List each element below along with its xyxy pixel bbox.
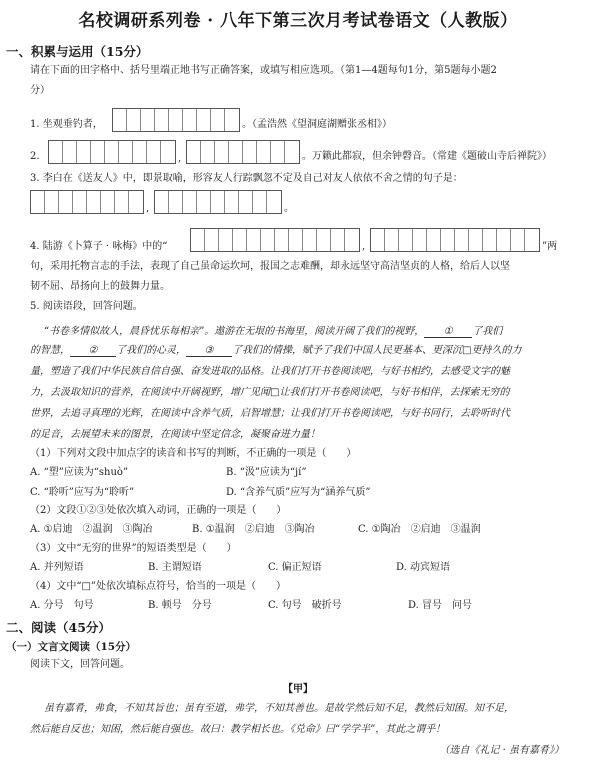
passage-line-2: 的智慧， ② 了我们的心灵， ③ 了我们的情操，赋予了我们中国人民更基本、更深沉□更持久的力 <box>30 345 522 356</box>
answer-grid-q1[interactable] <box>112 108 240 132</box>
option-2a[interactable]: A. ①启迪 ②温润 ③陶冶 <box>30 524 153 535</box>
sub-question-1: （1）下列对文段中加点字的读音和书写的判断，不正确的一项是（ ） <box>30 448 357 459</box>
question-3-end: 。 <box>284 203 294 214</box>
answer-grid-q2-a[interactable] <box>48 140 176 164</box>
option-4b[interactable]: B. 顿号 分号 <box>148 600 212 611</box>
section-1-heading: 一、积累与运用（15分） <box>6 44 149 59</box>
passage-line-5: 世界，去追寻真理的光辉，在阅读中含养气质，启智增慧；让我们打开书卷阅读吧，与好书同行，去聆听时代 <box>30 408 510 419</box>
option-1c[interactable]: C. “聆听”应写为“聆听” <box>30 487 135 498</box>
classical-text-source: （选自《礼记 · 虽有嘉肴》） <box>439 745 564 756</box>
option-2b[interactable]: B. ①温润 ②启迪 ③陶冶 <box>192 524 315 535</box>
answer-grid-q3-b[interactable] <box>154 190 282 214</box>
option-3b[interactable]: B. 主谓短语 <box>148 562 202 573</box>
option-1a[interactable]: A. “塑”应读为“shuò” <box>30 467 129 478</box>
question-1-prefix: 1. 坐观垂钓者， <box>30 119 103 130</box>
option-3c[interactable]: C. 偏正短语 <box>268 562 322 573</box>
reading-instructions: 阅读下文，回答问题。 <box>30 659 130 670</box>
option-1b[interactable]: B. “汲”应读为“jí” <box>226 467 307 478</box>
sub-question-3: （3）文中“无穷的世界”的短语类型是（ ） <box>30 543 237 554</box>
answer-grid-q3-a[interactable] <box>30 190 144 214</box>
passage-jia-label: 【甲】 <box>283 684 313 695</box>
question-4-line-2: 句，采用托物言志的手法，表现了自己虽命运坎坷，报国之志难酬，却永远坚守高洁坚贞的人格，给后人以坚 <box>30 261 510 272</box>
question-4-prefix: 4. 陆游《卜算子 · 咏梅》中的“ <box>30 241 168 252</box>
question-3-comma: , <box>146 203 150 214</box>
question-2-source: 。万籁此都寂，但余钟磬音。（常建《题破山寺后禅院》） <box>302 151 552 162</box>
question-4-line-3: 韧不屈、昂扬向上的鼓舞力量。 <box>30 281 170 292</box>
instructions-line-2: 分） <box>30 85 50 96</box>
option-4a[interactable]: A. 分号 句号 <box>30 600 94 611</box>
page-title: 名校调研系列卷 · 八年下第三次月考试卷语文（人教版） <box>78 11 518 31</box>
question-5-text: 5. 阅读语段，回答问题。 <box>30 301 143 312</box>
section-2-heading: 二、阅读（45分） <box>6 620 111 635</box>
passage-line-3: 量，塑造了我们中华民族自信自强、奋发进取的品格。让我们打开书卷阅读吧，与好书相约，去感受文字的魅 <box>30 366 510 377</box>
sub-question-4: （4）文中“□”处依次填标点符号，恰当的一项是（ ） <box>30 581 287 592</box>
option-3d[interactable]: D. 动宾短语 <box>396 562 451 573</box>
blank-2[interactable]: ② <box>70 345 116 357</box>
passage-line-4: 力，去汲取知识的营养，在阅读中开阔视野，增广见闻□让我们打开书卷阅读吧，与好书相伴，去探索无穷的 <box>30 387 510 398</box>
answer-grid-q4-b[interactable] <box>370 228 540 252</box>
classical-text-line-1: 虽有嘉肴，弗食，不知其旨也；虽有至道，弗学，不知其善也。是故学然后知不足，教然后知困。知不足， <box>44 703 514 714</box>
question-4-comma: , <box>362 241 366 252</box>
subsection-heading: （一）文言文阅读（15分） <box>6 641 137 653</box>
option-4d[interactable]: D. 冒号 问号 <box>408 600 473 611</box>
passage-line-6: 的足音，去展望未来的图景，在阅读中坚定信念，凝聚奋进力量！ <box>30 429 320 440</box>
blank-1[interactable]: ① <box>424 326 472 338</box>
sub-question-2: （2）文段①②③处依次填入动词，正确的一项是（ ） <box>30 505 287 516</box>
question-4-end: ”两 <box>542 241 558 252</box>
option-3a[interactable]: A. 并列短语 <box>30 562 84 573</box>
answer-grid-q4-a[interactable] <box>190 228 360 252</box>
question-1-source: 。（孟浩然《望洞庭湖赠张丞相》） <box>242 119 392 130</box>
question-3-text: 3. 李白在《送友人》中，即景取喻，形容友人行踪飘忽不定及自己对友人依依不舍之情的句子是： <box>30 173 463 184</box>
option-2c[interactable]: C. ①陶冶 ②启迪 ③温润 <box>358 524 481 535</box>
passage-line-1: “书卷多情似故人，晨昏忧乐每相亲”。遨游在无垠的书海里，阅读开阔了我们的视野， ① 了我们 <box>44 326 503 337</box>
question-2-prefix: 2. <box>30 151 40 162</box>
option-1d[interactable]: D. “含养气质”应写为“涵养气质” <box>226 487 371 498</box>
option-4c[interactable]: C. 句号 破折号 <box>268 600 342 611</box>
blank-3[interactable]: ③ <box>186 345 232 357</box>
question-2-comma: , <box>178 153 182 164</box>
classical-text-line-2: 然后能自反也；知困，然后能自强也。故曰：教学相长也。《兑命》曰“学学半”，其此之谓乎！ <box>30 724 446 735</box>
answer-grid-q2-b[interactable] <box>186 140 300 164</box>
instructions-line-1: 请在下面的田字格中、括号里端正地书写正确答案，或填写相应选项。（第1—4题每句1分，第5题每小题2 <box>30 65 497 76</box>
